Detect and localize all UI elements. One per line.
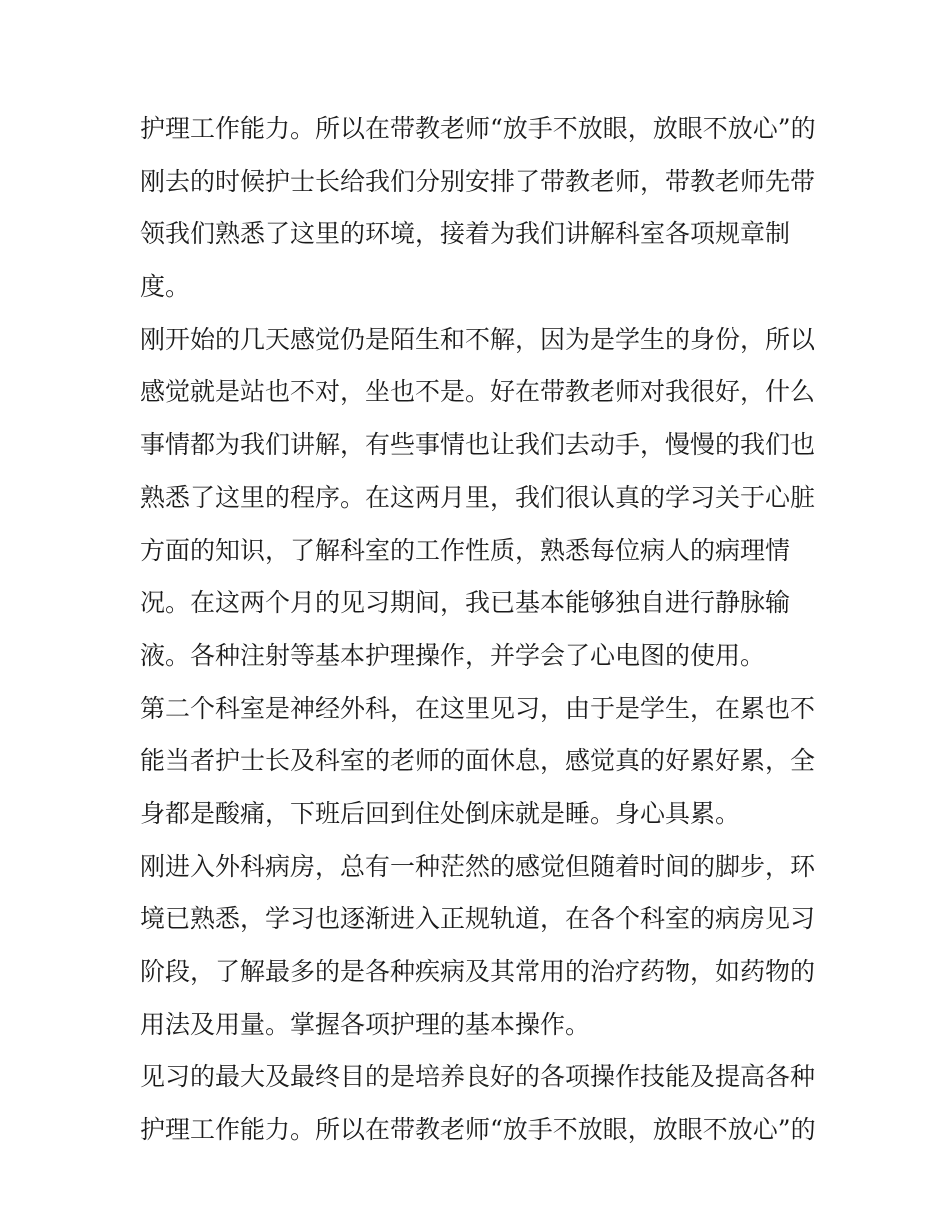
text-line: 护理工作能力。所以在带教老师“放手不放眼，放眼不放心”的	[140, 1115, 816, 1145]
text-line: 境已熟悉，学习也逐渐进入正规轨道，在各个科室的病房见习	[140, 904, 816, 934]
body-text	[140, 103, 820, 1157]
text-line: 况。在这两个月的见习期间，我已基本能够独自进行静脉输	[140, 588, 791, 618]
text-line: 第二个科室是神经外科，在这里见习，由于是学生，在累也不	[140, 693, 816, 723]
text-line: 熟悉了这里的程序。在这两月里，我们很认真的学习关于心脏	[140, 482, 816, 512]
text-line: 护理工作能力。所以在带教老师“放手不放眼，放眼不放心”的	[140, 114, 816, 143]
text-line: 阶段，了解最多的是各种疾病及其常用的治疗药物，如药物的	[140, 957, 816, 986]
text-line: 刚开始的几天感觉仍是陌生和不解，因为是学生的身份，所以	[140, 324, 816, 354]
text-line: 方面的知识，了解科室的工作性质，熟悉每位病人的病理情	[140, 535, 791, 565]
text-line: 刚进入外科病房，总有一种茫然的感觉但随着时间的脚步，环	[140, 851, 816, 881]
text-line: 事情都为我们讲解，有些事情也让我们去动手，慢慢的我们也	[140, 430, 816, 460]
text-line: 领我们熟悉了这里的环境，接着为我们讲解科室各项规章制	[140, 219, 791, 249]
text-line: 液。各种注射等基本护理操作，并学会了心电图的使用。	[140, 640, 766, 670]
text-line: 感觉就是站也不对，坐也不是。好在带教老师对我很好，什么	[140, 377, 816, 407]
text-line: 能当者护士长及科室的老师的面休息，感觉真的好累好累，全	[140, 746, 816, 776]
text-line: 刚去的时候护士长给我们分别安排了带教老师，带教老师先带	[140, 166, 816, 196]
text-line: 见习的最大及最终目的是培养良好的各项操作技能及提高各种	[140, 1062, 816, 1092]
text-line: 用法及用量。掌握各项护理的基本操作。	[140, 1009, 591, 1039]
text-line: 度。	[140, 272, 191, 302]
text-line: 身都是酸痛，下班后回到住处倒床就是睡。身心具累。	[140, 798, 741, 828]
